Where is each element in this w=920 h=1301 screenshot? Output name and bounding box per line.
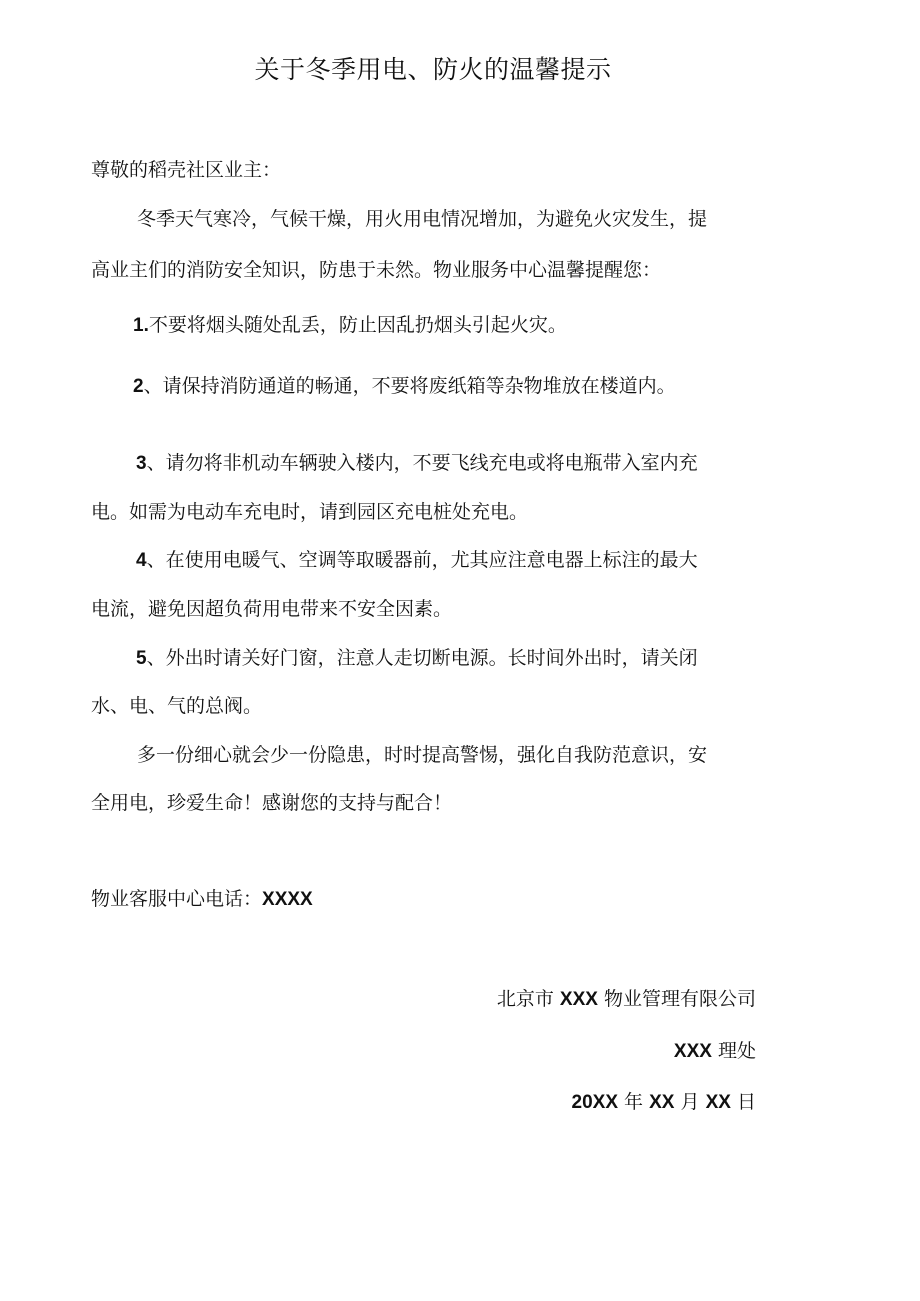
list-item-4 [136, 546, 698, 575]
item-number: 2 [133, 376, 144, 397]
item-text: 、请勿将非机动车辆驶入楼内，不要飞线充电或将电瓶带入室内充 [146, 452, 698, 474]
signature-office [674, 1037, 756, 1066]
company-prefix: 北京市 [496, 988, 554, 1010]
list-item-3 [136, 449, 698, 478]
date-year: 20XX [571, 1092, 618, 1113]
office-code: XXX [673, 1041, 712, 1062]
item-number: 5 [136, 648, 147, 669]
date-year-unit: 年 [624, 1091, 644, 1113]
closing-line-1: 多一份细心就会少一份隐患，时时提高警惕，强化自我防范意识，安 [137, 744, 708, 766]
list-item-5 [136, 644, 698, 673]
list-item-2 [133, 372, 676, 401]
date-day-unit: 日 [736, 1091, 756, 1113]
item-text: 、外出时请关好门窗，注意人走切断电源。长时间外出时，请关闭 [146, 647, 698, 669]
date-month-unit: 月 [680, 1091, 700, 1113]
contact-phone [91, 885, 313, 914]
list-item-4-continued: 电流，避免因超负荷用电带来不安全因素。 [91, 598, 453, 620]
item-text: 、在使用电暖气、空调等取暖器前，尤其应注意电器上标注的最大 [146, 549, 698, 571]
item-text: 不要将烟头随处乱丢，防止因乱扔烟头引起火灾。 [148, 314, 567, 336]
item-number: 3 [136, 453, 147, 474]
intro-line-2: 高业主们的消防安全知识，防患于未然。物业服务中心温馨提醒您： [91, 259, 662, 281]
list-item-1 [133, 311, 567, 340]
company-suffix: 物业管理有限公司 [603, 988, 756, 1010]
contact-value: XXXX [262, 889, 313, 910]
signature-date [572, 1088, 756, 1117]
item-number: 1. [133, 315, 149, 336]
greeting: 尊敬的稻壳社区业主： [91, 159, 282, 181]
office-suffix: 理处 [717, 1040, 756, 1062]
date-month: XX [649, 1092, 675, 1113]
company-code: XXX [559, 989, 598, 1010]
item-number: 4 [136, 550, 147, 571]
list-item-3-continued: 电。如需为电动车充电时，请到园区充电桩处充电。 [91, 501, 529, 523]
intro-line-1: 冬季天气寒冷，气候干燥，用火用电情况增加，为避免火灾发生，提 [137, 208, 708, 230]
date-day: XX [705, 1092, 731, 1113]
closing-line-2: 全用电，珍爱生命！感谢您的支持与配合！ [91, 792, 453, 814]
document-title: 关于冬季用电、防火的温馨提示 [254, 55, 612, 84]
contact-label: 物业客服中心电话： [91, 888, 263, 910]
signature-company [497, 985, 756, 1014]
list-item-5-continued: 水、电、气的总阀。 [91, 695, 263, 717]
item-text: 、请保持消防通道的畅通，不要将废纸箱等杂物堆放在楼道内。 [143, 375, 676, 397]
